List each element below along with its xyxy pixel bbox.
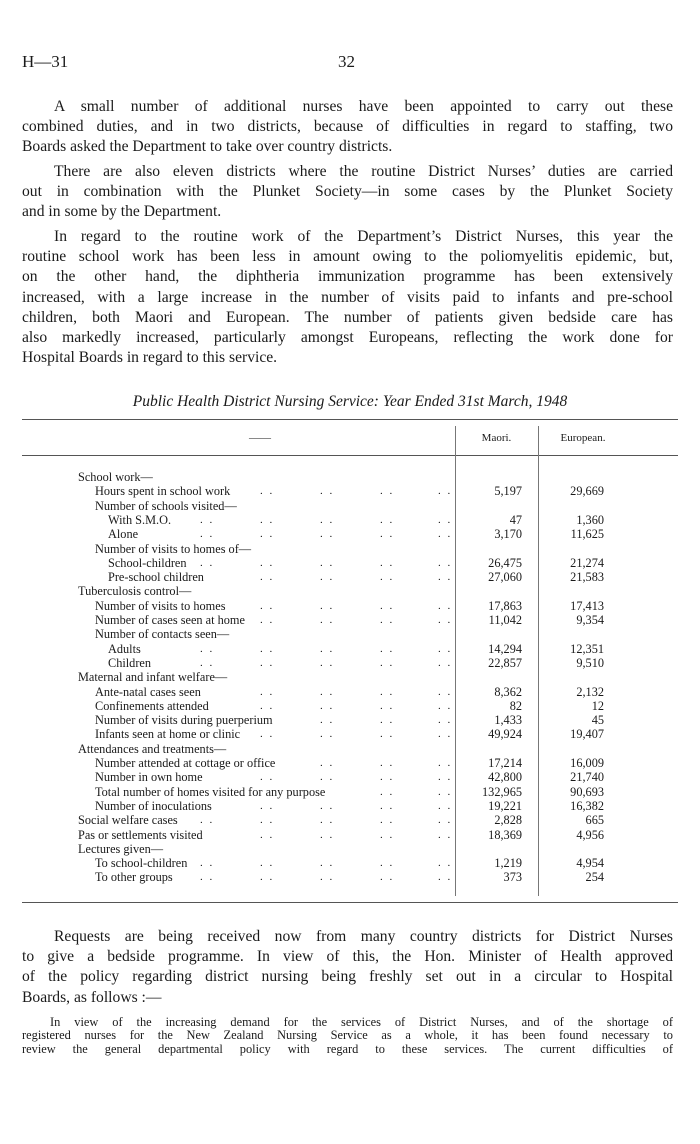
- row-label: To school-children: [95, 856, 188, 871]
- european-value: 9,354: [576, 613, 604, 627]
- maori-value: 42,800: [488, 770, 522, 785]
- leader-dots: . .: [380, 528, 395, 541]
- table-row: [0, 828, 700, 842]
- maori-value: 82: [509, 698, 522, 713]
- european-value: 4,956: [576, 827, 604, 842]
- leader-dots: . .: [438, 857, 453, 870]
- leader-dots: . .: [260, 528, 275, 541]
- table-row: [0, 742, 700, 756]
- paragraph: [22, 227, 673, 368]
- leader-dots: . .: [200, 871, 215, 884]
- table-row: [0, 499, 700, 513]
- text-line: In regard to the routine work of the Department’s District Nurses, this year the: [54, 228, 673, 245]
- leader-dots: . .: [438, 513, 453, 526]
- leader-dots: . .: [380, 857, 395, 870]
- row-label: Number of cases seen at home: [95, 613, 245, 627]
- leader-dots: . .: [438, 828, 453, 841]
- european-value: 254: [585, 870, 604, 885]
- leader-dots: . .: [380, 614, 395, 626]
- leader-dots: . .: [200, 513, 215, 526]
- maori-value: 8,362: [494, 684, 522, 699]
- european-value: 4,954: [576, 856, 604, 871]
- leader-dots: . .: [438, 656, 453, 669]
- leader-dots: . .: [200, 528, 215, 541]
- text-line: Boards, as follows :—: [22, 988, 162, 1006]
- row-label: Number of inoculations: [95, 798, 212, 813]
- paragraph: [22, 162, 673, 223]
- text-line: and in some by the Department.: [22, 203, 222, 221]
- leader-dots: . .: [320, 771, 335, 784]
- maori-value: 22,857: [488, 655, 522, 670]
- leader-dots: . .: [260, 485, 275, 498]
- row-label: Tuberculosis control—: [78, 584, 192, 599]
- row-label: Number in own home: [95, 770, 203, 785]
- row-label: Number of visits to homes: [95, 598, 226, 613]
- row-label: Maternal and infant welfare—: [78, 670, 228, 685]
- leader-dots: . .: [200, 814, 215, 827]
- leader-dots: . .: [260, 771, 275, 784]
- row-label: Confinements attended: [95, 698, 209, 713]
- european-value: 17,413: [570, 598, 604, 613]
- european-value: 29,669: [570, 484, 604, 499]
- table-row: [0, 770, 700, 784]
- text-line: increased, with a large increase in the number of visits paid to infants and pre-school: [22, 288, 673, 306]
- table-row: [0, 656, 700, 670]
- leader-dots: . .: [320, 614, 335, 626]
- row-label: Attendances and treatments—: [78, 741, 227, 756]
- row-label: School work—: [78, 470, 153, 484]
- european-value: 16,382: [570, 798, 604, 813]
- maori-value: 1,433: [494, 713, 522, 728]
- row-label: Infants seen at home or clinic: [95, 727, 241, 742]
- leader-dots: . .: [438, 685, 453, 698]
- leader-dots: . .: [438, 785, 453, 798]
- text-line: A small number of additional nurses have been appointed to carry out these: [54, 98, 673, 115]
- european-value: 45: [591, 713, 604, 728]
- table-row: [0, 842, 700, 856]
- leader-dots: . .: [260, 571, 275, 584]
- text-line: out in combination with the Plunket Society—in some cases by the Plunket Society: [22, 183, 673, 201]
- text-line: to give a bedside programme. In view of this, the Hon. Minister of Health approved: [22, 948, 673, 966]
- leader-dots: . .: [200, 556, 215, 569]
- table-row: [0, 713, 700, 727]
- european-value: 21,274: [570, 555, 604, 570]
- leader-dots: . .: [438, 642, 453, 655]
- text-line: Requests are being received now from many country districts for District Nurses: [54, 928, 673, 945]
- table-top-rule: [22, 419, 678, 420]
- table-row: [0, 870, 700, 884]
- leader-dots: . .: [260, 556, 275, 569]
- row-label: School-children: [108, 555, 187, 570]
- leader-dots: . .: [260, 828, 275, 841]
- maori-value: 3,170: [494, 527, 522, 542]
- paragraph: [22, 97, 673, 158]
- stub-header: ——: [249, 432, 271, 444]
- row-label: Adults: [108, 641, 141, 656]
- text-line: routine school work has been less in amount owing to the poliomyelitis epidemic, but,: [22, 248, 673, 266]
- leader-dots: . .: [438, 714, 453, 727]
- table-row: [0, 699, 700, 713]
- leader-dots: . .: [320, 513, 335, 526]
- leader-dots: . .: [380, 757, 395, 769]
- text-line: review the general departmental policy with regard to these services. The current difficulties of: [22, 1041, 673, 1056]
- leader-dots: . .: [320, 599, 335, 612]
- leader-dots: . .: [380, 571, 395, 584]
- text-line: children, both Maori and European. The number of patients given bedside care has: [22, 308, 673, 326]
- table-row: [0, 785, 700, 799]
- text-line: Boards asked the Department to take over country districts.: [22, 138, 393, 156]
- table-row: [0, 685, 700, 699]
- text-line: registered nurses for the New Zealand Nursing Service as a whole, it has been found necessary to: [22, 1028, 673, 1043]
- table-row: [0, 513, 700, 527]
- text-line: on the other hand, the diphtheria immunization programme has been extensively: [22, 268, 673, 286]
- table-row: [0, 756, 700, 770]
- leader-dots: . .: [380, 599, 395, 612]
- text-line: There are also eleven districts where the routine District Nurses’ duties are carried: [54, 163, 673, 180]
- leader-dots: . .: [260, 857, 275, 870]
- leader-dots: . .: [438, 814, 453, 827]
- leader-dots: . .: [320, 556, 335, 569]
- text-line: also markedly increased, particularly amongst Europeans, reflecting the work done for: [22, 328, 673, 346]
- leader-dots: . .: [320, 685, 335, 698]
- table-row: [0, 627, 700, 641]
- leader-dots: . .: [320, 871, 335, 884]
- european-value: 9,510: [576, 655, 604, 670]
- row-label: Hours spent in school work: [95, 484, 231, 499]
- leader-dots: . .: [380, 556, 395, 569]
- maori-value: 47: [509, 512, 522, 527]
- maori-value: 132,965: [482, 784, 522, 799]
- table-row: [0, 642, 700, 656]
- table-row: [0, 484, 700, 498]
- table-row: [0, 542, 700, 556]
- leader-dots: . .: [380, 828, 395, 841]
- page-number: 32: [338, 52, 355, 71]
- leader-dots: . .: [438, 599, 453, 612]
- maori-value: 17,863: [488, 598, 522, 613]
- leader-dots: . .: [260, 871, 275, 884]
- leader-dots: . .: [380, 656, 395, 669]
- maori-value: 18,369: [488, 827, 522, 842]
- row-label: Number of visits during puerperium: [95, 713, 273, 728]
- leader-dots: . .: [320, 528, 335, 541]
- table-row: [0, 599, 700, 613]
- leader-dots: . .: [438, 528, 453, 541]
- table-row: [0, 613, 700, 627]
- row-label: With S.M.O.: [108, 512, 172, 527]
- maori-value: 17,214: [488, 756, 522, 770]
- leader-dots: . .: [320, 814, 335, 827]
- european-value: 2,132: [576, 684, 604, 699]
- document-reference: H—31: [22, 52, 69, 71]
- row-label: Ante-natal cases seen: [95, 684, 201, 699]
- row-label: Number attended at cottage or office: [95, 756, 276, 770]
- maori-value: 11,042: [488, 613, 522, 627]
- table-row: [0, 799, 700, 813]
- row-label: Children: [108, 655, 152, 670]
- leader-dots: . .: [260, 799, 275, 812]
- leader-dots: . .: [260, 814, 275, 827]
- leader-dots: . .: [438, 871, 453, 884]
- maori-value: 1,219: [494, 856, 522, 871]
- leader-dots: . .: [380, 799, 395, 812]
- european-value: 21,740: [570, 770, 604, 785]
- european-value: 665: [585, 813, 604, 828]
- leader-dots: . .: [380, 814, 395, 827]
- table-row: [0, 670, 700, 684]
- leader-dots: . .: [438, 799, 453, 812]
- leader-dots: . .: [380, 685, 395, 698]
- leader-dots: . .: [200, 857, 215, 870]
- european-value: 19,407: [570, 727, 604, 742]
- body-text-after-table: [22, 927, 673, 1008]
- row-label: To other groups: [95, 870, 173, 885]
- leader-dots: . .: [320, 857, 335, 870]
- leader-dots: . .: [320, 714, 335, 727]
- european-value: 90,693: [570, 784, 604, 799]
- column-header-maori: Maori.: [481, 432, 512, 444]
- leader-dots: . .: [438, 728, 453, 741]
- maori-value: 26,475: [488, 555, 522, 570]
- leader-dots: . .: [380, 728, 395, 741]
- row-label: Total number of homes visited for any purpose: [95, 784, 326, 799]
- leader-dots: . .: [438, 571, 453, 584]
- column-header-european: European.: [560, 432, 606, 444]
- table-header-rule: [22, 455, 678, 456]
- maori-value: 373: [503, 870, 522, 885]
- text-line: In view of the increasing demand for the services of District Nurses, and of the shortage of: [50, 1015, 673, 1029]
- leader-dots: . .: [320, 571, 335, 584]
- row-label: Social welfare cases: [78, 813, 178, 828]
- leader-dots: . .: [380, 642, 395, 655]
- leader-dots: . .: [320, 642, 335, 655]
- leader-dots: . .: [260, 614, 275, 626]
- table-bottom-rule: [22, 902, 678, 903]
- text-line: of the policy regarding district nursing being freshly set out in a circular to Hospital: [22, 968, 673, 986]
- leader-dots: . .: [200, 642, 215, 655]
- row-label: Number of contacts seen—: [95, 627, 230, 642]
- european-value: 12: [591, 698, 604, 713]
- european-value: 16,009: [570, 756, 604, 770]
- leader-dots: . .: [200, 656, 215, 669]
- table-title: Public Health District Nursing Service: Year Ended 31st March, 1948: [132, 393, 568, 410]
- leader-dots: . .: [438, 614, 453, 626]
- leader-dots: . .: [260, 728, 275, 741]
- leader-dots: . .: [438, 771, 453, 784]
- leader-dots: . .: [320, 799, 335, 812]
- leader-dots: . .: [438, 556, 453, 569]
- leader-dots: . .: [260, 513, 275, 526]
- table-row: [0, 584, 700, 598]
- leader-dots: . .: [380, 771, 395, 784]
- row-label: Number of schools visited—: [95, 498, 237, 513]
- leader-dots: . .: [260, 685, 275, 698]
- maori-value: 14,294: [488, 641, 522, 656]
- table-row: [0, 556, 700, 570]
- european-value: 12,351: [570, 641, 604, 656]
- leader-dots: . .: [260, 642, 275, 655]
- row-label: Pas or settlements visited: [78, 827, 203, 842]
- maori-value: 49,924: [488, 727, 522, 742]
- leader-dots: . .: [320, 656, 335, 669]
- leader-dots: . .: [320, 485, 335, 498]
- text-line: combined duties, and in two districts, because of difficulties in regard to staffing, two: [22, 118, 673, 136]
- table-row: [0, 470, 700, 484]
- leader-dots: . .: [380, 871, 395, 884]
- row-label: Lectures given—: [78, 841, 164, 856]
- table-row: [0, 856, 700, 870]
- leader-dots: . .: [320, 757, 335, 769]
- text-line: Hospital Boards in regard to this service.: [22, 349, 278, 367]
- leader-dots: . .: [438, 485, 453, 498]
- leader-dots: . .: [320, 699, 335, 712]
- row-label: Number of visits to homes of—: [95, 541, 252, 556]
- european-value: 11,625: [570, 527, 604, 542]
- table-row: [0, 727, 700, 741]
- row-label: Alone: [108, 527, 139, 542]
- leader-dots: . .: [438, 757, 453, 769]
- leader-dots: . .: [438, 699, 453, 712]
- maori-value: 2,828: [494, 813, 522, 828]
- maori-value: 5,197: [494, 484, 522, 499]
- leader-dots: . .: [380, 714, 395, 727]
- maori-value: 27,060: [488, 570, 522, 585]
- leader-dots: . .: [380, 513, 395, 526]
- row-label: Pre-school children: [108, 570, 204, 585]
- leader-dots: . .: [380, 785, 395, 798]
- european-value: 1,360: [576, 512, 604, 527]
- table-row: [0, 813, 700, 827]
- leader-dots: . .: [260, 656, 275, 669]
- leader-dots: . .: [380, 485, 395, 498]
- leader-dots: . .: [380, 699, 395, 712]
- table-row: [0, 570, 700, 584]
- leader-dots: . .: [320, 828, 335, 841]
- european-value: 21,583: [570, 570, 604, 585]
- leader-dots: . .: [260, 699, 275, 712]
- circular-quote: [22, 1016, 673, 1056]
- leader-dots: . .: [320, 728, 335, 741]
- table-row: [0, 527, 700, 541]
- maori-value: 19,221: [488, 798, 522, 813]
- leader-dots: . .: [260, 599, 275, 612]
